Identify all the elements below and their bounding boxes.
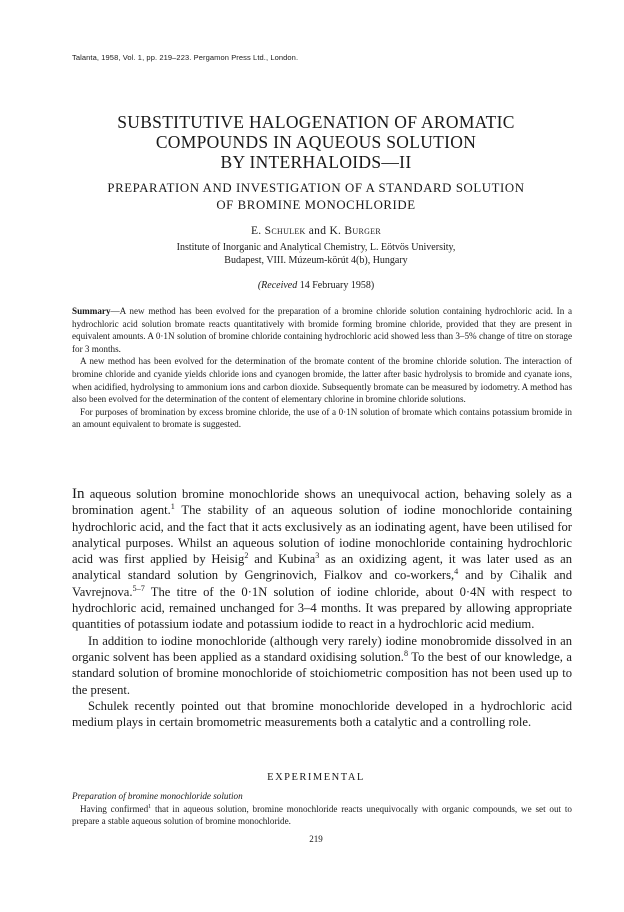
subsection-heading: Preparation of bromine monochloride solution xyxy=(72,791,243,801)
affiliation xyxy=(60,242,572,267)
reference-marker: 4 xyxy=(454,567,459,577)
title-line-2: COMPOUNDS IN AQUEOUS SOLUTION xyxy=(155,132,477,152)
title-line-3: BY INTERHALOIDS—II xyxy=(220,152,412,172)
reference-marker: 3 xyxy=(315,551,320,560)
article-title xyxy=(60,112,572,172)
summary-label: Summary xyxy=(72,306,111,316)
body-paragraph-1: In aqueous solution bromine monochloride shows an unequivocal action, behaving solely as a bromination agent.$^1$ The stability of an aqueous solution of iodine monochloride containing hydrochloric acid, and the fact that it acts exclusively as an iodinating agent, have been utilised for analytical purposes. Whilst an aqueous solution of iodine monochloride containing hydrochloric acid was first applied by Heisig$^2$ and Kubina$^3$ as an oxidizing agent, it was later used as an analytical standard solution by Gengrinovich, Fialkov and co-workers,$^4$ and by Cihalik and Vavrejnova.$^{5-7}$ The titre of the 0·1N solution of iodine chloride, about 0·4N with respect to hydrochloric acid, remained unchanged for 3–4 months. It was prepared by allowing appropriate quantities of potassium iodate and potassium iodide to react in a hydrochloric acid medium. xyxy=(72,486,573,632)
author-2-surname: Burger xyxy=(344,225,382,237)
author-1-surname: Schulek xyxy=(264,225,306,237)
authors xyxy=(60,225,572,237)
reference-marker: 8 xyxy=(403,648,409,658)
summary-paragraph-3: For purposes of bromination by excess bromine chloride, the use of a 0·1N solution of bromate which contains potassium bromide in an amount equivalent to bromate is suggested. xyxy=(72,406,572,430)
reference-marker: 2 xyxy=(244,551,249,560)
subtitle-line-1: PREPARATION AND INVESTIGATION OF A STANDARD SOLUTION xyxy=(107,181,525,195)
preparation-section xyxy=(72,790,572,828)
received-label: (Received xyxy=(257,280,298,291)
summary xyxy=(72,305,572,431)
summary-paragraph-2: A new method has been evolved for the determination of the bromate content of the bromine chloride solution. The interaction of bromine chloride and cyanide yields chloride ions and cyanogen bromide, the latter after basic hydrolysis to bromide and cyanate ions, when acidified, hydrolysing to ammonium ions and carbon dioxide. Subsequently bromate can be measured by iodometry. A method has also been evolved for the determination of the content of elementary chlorine in bromine chloride solutions. xyxy=(72,356,572,405)
reference-marker: 1 xyxy=(170,502,175,512)
author-1-initial: E. xyxy=(250,225,265,237)
summary-paragraph-1: Summary—A new method has been evolved for the preparation of a bromine chloride solution containing hydrochloric acid. In a hydrochloric acid solution bromate reacts quantitatively with bromide forming bromine chloride, provided that they are present in equivalent amounts. A 0·1N solution of bromine chloride containing hydrochloric acid showed less than 3–5% change of titre on storage for 3 months. xyxy=(72,306,572,354)
affiliation-line-2: Budapest, VIII. Múzeum-körút 4(b), Hungary xyxy=(224,254,408,266)
journal-citation: Talanta, 1958, Vol. 1, pp. 219–223. Pergamon Press Ltd., London. xyxy=(72,53,299,62)
received-date xyxy=(60,280,572,291)
reference-marker: 5–7 xyxy=(132,583,145,593)
body-paragraph-3: Schulek recently pointed out that bromine monochloride developed in a hydrochloric acid medium plays in certain bromometric measurements both a catalytic and a controlling role. xyxy=(72,698,572,730)
subtitle-line-2: OF BROMINE MONOCHLORIDE xyxy=(216,198,416,212)
reference-marker: 1 xyxy=(148,803,152,810)
received-value: 14 February 1958) xyxy=(297,280,375,291)
preparation-paragraph: Having confirmed$^1$ that in aqueous solution, bromine monochloride reacts unequivocally with organic compounds, we set out to prepare a stable aqueous solution of bromine monochloride. xyxy=(72,803,572,827)
author-2-initial: K. xyxy=(329,225,345,237)
section-heading-experimental: EXPERIMENTAL xyxy=(267,772,365,783)
body-paragraph-2: In addition to iodine monochloride (although very rarely) iodine monobromide dissolved in an organic solvent has been applied as a standard oxidising solution.$^8$ To the best of our knowledge, a standard solution of bromine monochloride of stoichiometric composition has not been used up to the present. xyxy=(72,633,572,697)
body-text xyxy=(72,486,572,730)
title-line-1: SUBSTITUTIVE HALOGENATION OF AROMATIC xyxy=(117,112,515,132)
article-subtitle xyxy=(56,180,576,214)
authors-joiner: and xyxy=(305,225,330,237)
drop-lead: In xyxy=(72,486,85,502)
affiliation-line-1: Institute of Inorganic and Analytical Chemistry, L. Eötvös University, xyxy=(176,242,456,253)
page-number: 219 xyxy=(309,834,323,844)
